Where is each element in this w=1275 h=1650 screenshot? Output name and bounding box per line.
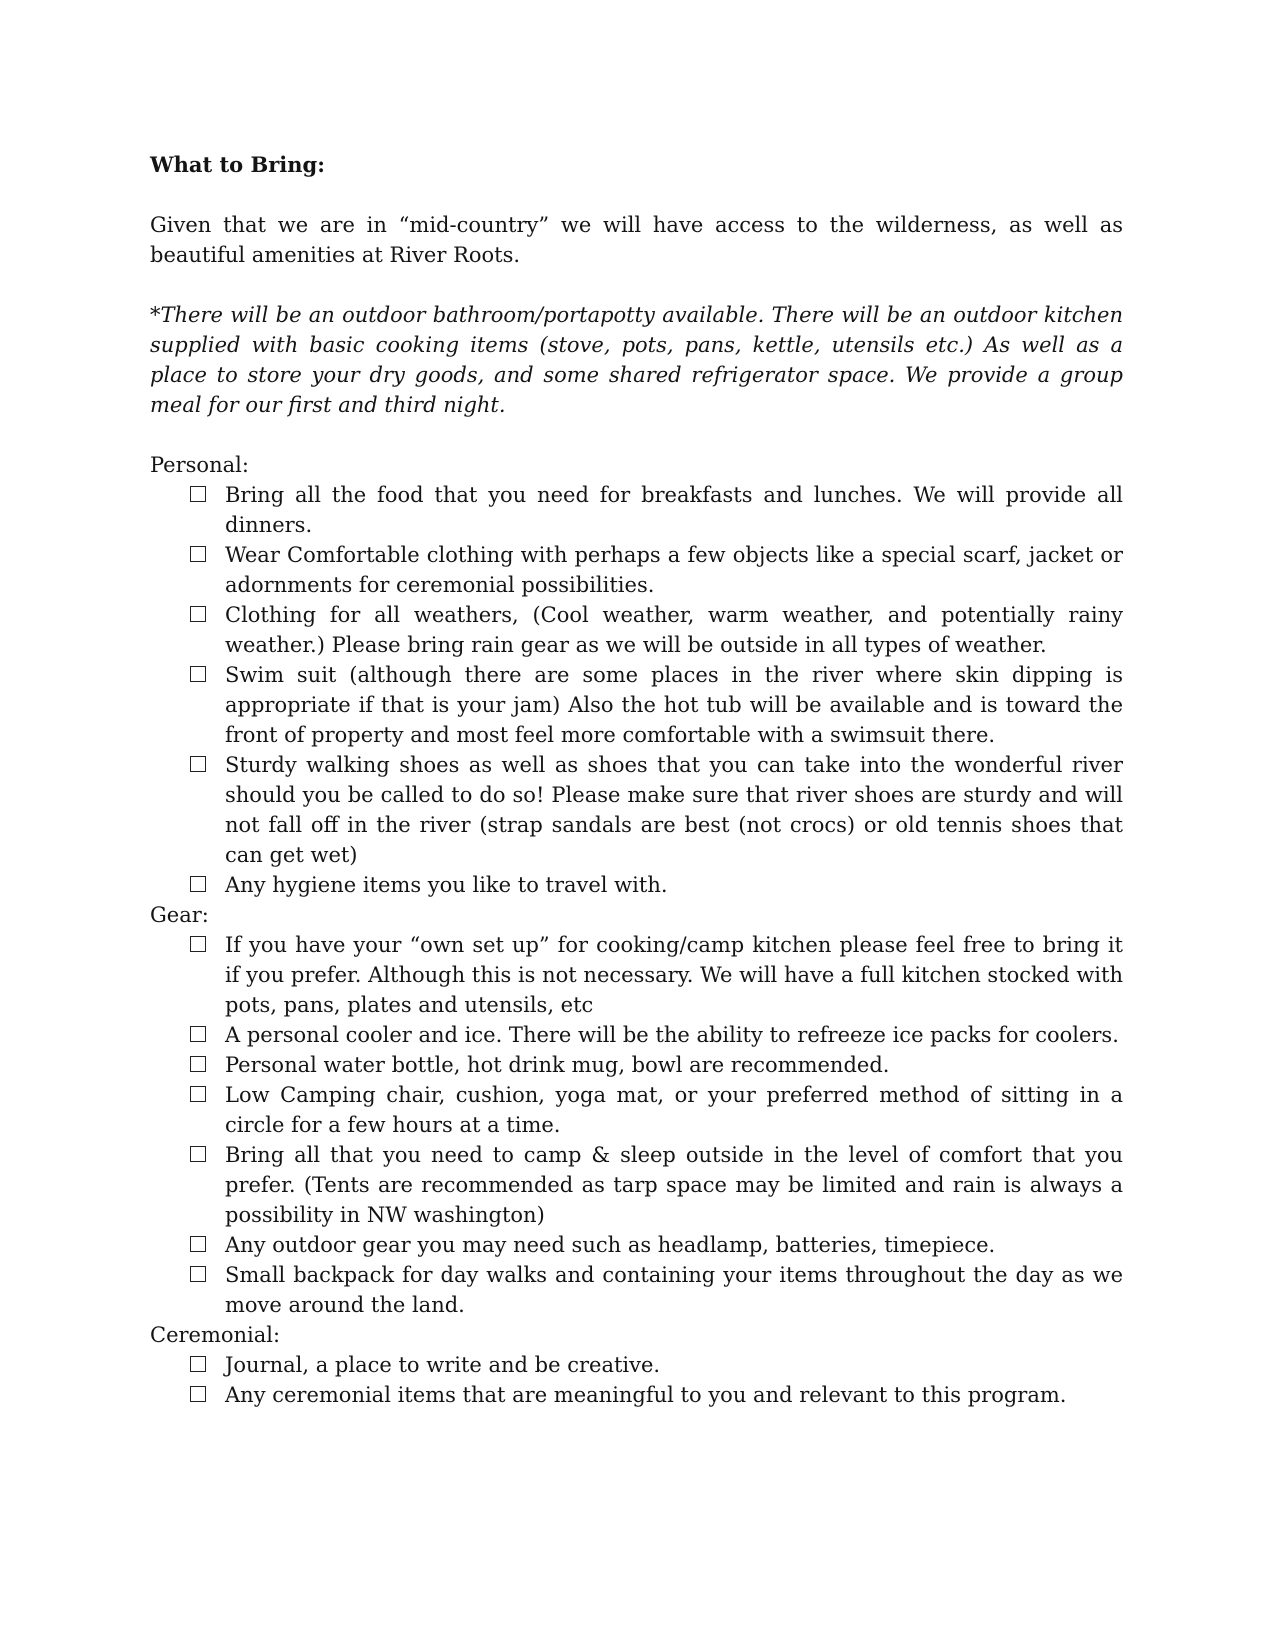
checklist-item [150,1260,1123,1320]
checklist-item-text: Bring all the food that you need for breakfasts and lunches. We will provide all dinners. [225,483,1123,537]
checklist [150,480,1123,900]
checkbox-icon[interactable] [190,1146,206,1162]
section-personal [150,450,1123,900]
checklist-item-text: Wear Comfortable clothing with perhaps a few objects like a special scarf, jacket or adornments for ceremonial possibilities. [225,543,1123,597]
checkbox-icon[interactable] [190,756,206,772]
amenities-note: *There will be an outdoor bathroom/portapotty available. There will be an outdoor kitchen supplied with basic cooking items (stove, pots, pans, kettle, utensils etc.) As well as a place to store your dry goods, and some shared refrigerator space. We provide a group meal for our first and third night. [150,303,1123,417]
checkbox-icon[interactable] [190,486,206,502]
checklist-item-text: Any hygiene items you like to travel with. [225,873,668,897]
checkbox-icon[interactable] [190,1266,206,1282]
section-label: Gear: [150,903,209,927]
checklist-item-text: Swim suit (although there are some places in the river where skin dipping is appropriate if that is your jam) Also the hot tub will be available and is toward the front of property and most feel more comfortable with a swimsuit there. [225,663,1123,747]
checklist-item-text: If you have your “own set up” for cooking/camp kitchen please feel free to bring it if you prefer. Although this is not necessary. We will have a full kitchen stocked with pots, pans, plates and utensils, etc [225,933,1123,1017]
checkbox-icon[interactable] [190,876,206,892]
document-page [150,150,1123,1410]
checklist-item [150,1380,1123,1410]
checkbox-icon[interactable] [190,1056,206,1072]
checkbox-icon[interactable] [190,606,206,622]
intro-paragraph: Given that we are in “mid-country” we will have access to the wilderness, as well as beautiful amenities at River Roots. [150,213,1123,267]
checklist-item [150,1140,1123,1230]
checklist-item-text: Low Camping chair, cushion, yoga mat, or your preferred method of sitting in a circle for a few hours at a time. [225,1083,1123,1137]
checklist-item-text: Personal water bottle, hot drink mug, bowl are recommended. [225,1053,890,1077]
section-label: Personal: [150,453,249,477]
checklist-item-text: A personal cooler and ice. There will be the ability to refreeze ice packs for coolers. [225,1023,1119,1047]
checklist-item-text: Sturdy walking shoes as well as shoes that you can take into the wonderful river should you be called to do so! Please make sure that river shoes are sturdy and will not fall off in the river (strap sandals are best (not crocs) or old tennis shoes that can get wet) [225,753,1123,867]
checklist-item [150,660,1123,750]
checkbox-icon[interactable] [190,1086,206,1102]
checklist-item-text: Small backpack for day walks and containing your items throughout the day as we move around the land. [225,1263,1123,1317]
checklist-item [150,600,1123,660]
checklist-item-text: Any ceremonial items that are meaningful to you and relevant to this program. [225,1383,1067,1407]
checklist-item [150,540,1123,600]
checkbox-icon[interactable] [190,1026,206,1042]
checklist-item [150,1080,1123,1140]
checklist-item [150,1230,1123,1260]
checklist-item-text: Bring all that you need to camp & sleep outside in the level of comfort that you prefer. (Tents are recommended as tarp space may be limited and rain is always a possibility in NW washington) [225,1143,1123,1227]
section-label: Ceremonial: [150,1323,281,1347]
checklist-item-text: Any outdoor gear you may need such as headlamp, batteries, timepiece. [225,1233,996,1257]
checkbox-icon[interactable] [190,546,206,562]
checklist-item [150,930,1123,1020]
checklist-item [150,870,1123,900]
checklist-item-text: Journal, a place to write and be creative. [225,1353,661,1377]
section-gear [150,900,1123,1320]
checkbox-icon[interactable] [190,666,206,682]
checklist-item [150,1050,1123,1080]
checklist [150,930,1123,1320]
checklist-item [150,750,1123,870]
checklist-item-text: Clothing for all weathers, (Cool weather, warm weather, and potentially rainy weather.) Please bring rain gear as we will be outside in all types of weather. [225,603,1123,657]
checkbox-icon[interactable] [190,1356,206,1372]
checklist-item [150,480,1123,540]
checkbox-icon[interactable] [190,936,206,952]
checkbox-icon[interactable] [190,1386,206,1402]
checklist-item [150,1020,1123,1050]
checkbox-icon[interactable] [190,1236,206,1252]
checklist [150,1350,1123,1410]
checklist-item [150,1350,1123,1380]
page-title: What to Bring: [150,152,325,177]
section-ceremonial [150,1320,1123,1410]
